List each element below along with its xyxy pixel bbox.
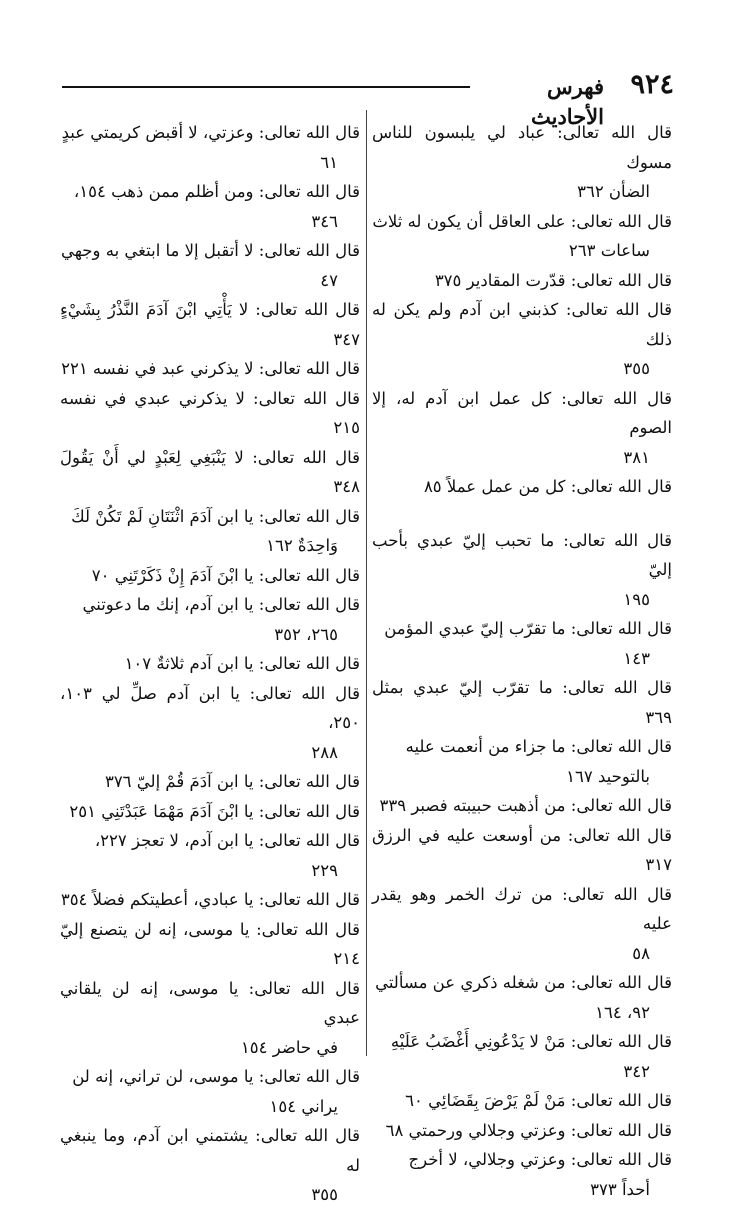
index-entry	[60, 561, 360, 591]
entry-page-refs: ٣٥٥	[623, 359, 650, 378]
index-entry	[372, 472, 672, 502]
entry-text: قال الله تعالى: من أذهبت حبيبته فصبر ٣٣٩	[379, 796, 672, 815]
entry-text: قال الله تعالى: على العاقل أن يكون له ثلاث	[372, 211, 672, 231]
index-entry	[372, 614, 672, 673]
index-entry	[60, 1062, 360, 1121]
entry-text: قال الله تعالى: كذبني ابن آدم ولم يكن له ذلك	[372, 300, 672, 349]
entry-text: قال الله تعالى: يا ابْنَ آدَمَ مَهْمَا عَبَدْتَنِي ٢٥١	[69, 801, 360, 821]
index-entry	[60, 118, 360, 177]
entry-page-refs: في حاضر ١٥٤	[240, 1037, 338, 1057]
index-entry	[372, 968, 672, 1027]
entry-page-refs: ٣٥٥	[311, 1185, 338, 1204]
index-entry	[60, 177, 360, 236]
entry-page-refs: يراني ١٥٤	[269, 1096, 338, 1116]
index-entry	[372, 791, 672, 821]
index-entry	[372, 295, 672, 384]
entry-text: قال الله تعالى: من شغله ذكري عن مسألتي	[375, 973, 672, 992]
index-entry	[372, 821, 672, 880]
index-entry	[372, 1027, 672, 1086]
entry-text: قال الله تعالى: ومن أظلم ممن ذهب ١٥٤،	[73, 182, 360, 201]
entry-text: قال الله تعالى: مَنْ لَمْ يَرْضَ بِقَضَائِي ٦٠	[405, 1091, 672, 1110]
entry-page-refs: ٦١	[320, 152, 338, 172]
index-entry	[60, 679, 360, 768]
index-entry	[60, 885, 360, 915]
entry-text: قال الله تعالى: وعزتي وجلالي، لا أخرج	[408, 1150, 672, 1169]
entry-text: قال الله تعالى: ما تقرّب إليّ عبدي المؤمن	[384, 619, 672, 638]
column-divider	[366, 110, 367, 1056]
entry-text: قال الله تعالى: يا ابن آدم، لا تعجز ٢٢٧،	[94, 831, 360, 850]
entry-text: قال الله تعالى: وعزتي وجلالي ورحمتي ٦٨	[385, 1120, 672, 1140]
index-entry	[60, 502, 360, 561]
entry-page-refs: ٣٨١	[623, 447, 650, 467]
entry-text: قال الله تعالى: ما جزاء من أنعمت عليه	[405, 737, 672, 756]
entry-text: قال الله تعالى: كل عمل ابن آدم له، إلا الصوم	[372, 388, 672, 437]
entry-page-refs: ٢٦٥، ٣٥٢	[274, 624, 338, 644]
index-entry	[372, 1086, 672, 1116]
entry-spacer	[372, 502, 672, 526]
index-entry	[60, 443, 360, 502]
index-entry	[372, 673, 672, 732]
index-entry	[60, 797, 360, 827]
entry-text: قال الله تعالى: من أوسعت عليه في الرزق ٣١٧	[372, 825, 672, 874]
index-entry	[372, 1116, 672, 1146]
entry-text: قال الله تعالى: كل من عمل عملاً ٨٥	[423, 477, 672, 496]
entry-page-refs: الضأن ٣٦٢	[577, 182, 650, 201]
entry-text: قال الله تعالى: يا موسى، إنه لن يتصنع إليّ ٢١٤	[60, 919, 360, 968]
entry-text: قال الله تعالى: قدّرت المقادير ٣٧٥	[434, 270, 672, 290]
index-column-left	[60, 118, 360, 1210]
entry-text: قال الله تعالى: يا ابن آدم صلِّ لي ١٠٣، ٢٥٠،	[60, 683, 360, 732]
entry-text: قال الله تعالى: لا يذكرني عبد في نفسه ٢٢١	[61, 359, 360, 378]
running-title: فهرس الأحاديث	[530, 74, 604, 129]
entry-text: قال الله تعالى: يا ابن آدَمَ اثْنَتَانِ لَمْ تَكُنْ لَكَ	[71, 506, 360, 526]
entry-page-refs: ٩٢، ١٦٤	[595, 1002, 650, 1022]
index-entry	[60, 974, 360, 1063]
index-entry	[372, 526, 672, 615]
entry-page-refs: ٣٤٢	[623, 1061, 650, 1081]
index-column-right	[372, 118, 672, 1204]
index-entry	[60, 295, 360, 354]
entry-text: قال الله تعالى: لا يَنْبَغِي لِعَبْدٍ لي أَنْ يَقُولَ ٣٤٨	[60, 447, 360, 496]
entry-text: قال الله تعالى: لا أتقبل إلا ما ابتغي به وجهي	[60, 241, 360, 260]
entry-page-refs: ٣٤٦	[311, 211, 338, 231]
entry-text: قال الله تعالى: يا عبادي، أعطيتكم فضلاً ٣٥٤	[60, 890, 360, 909]
entry-text: قال الله تعالى: يا موسى، لن تراني، إنه لن	[72, 1067, 360, 1086]
entry-text: قال الله تعالى: لا يذكرني عبدي في نفسه ٢١٥	[60, 388, 360, 437]
entry-text: قال الله تعالى: يا ابن آدم ثلاثةٌ ١٠٧	[124, 654, 360, 673]
entry-page-refs: بالتوحيد ١٦٧	[566, 766, 650, 786]
entry-text: قال الله تعالى: يا ابن آدم، إنك ما دعوتني	[82, 595, 360, 614]
index-entry	[372, 1145, 672, 1204]
index-entry	[60, 915, 360, 974]
index-entry	[60, 767, 360, 797]
entry-text: قال الله تعالى: يشتمني ابن آدم، وما ينبغي له	[60, 1126, 360, 1175]
entry-page-refs: ١٩٥	[623, 589, 650, 609]
entry-text: قال الله تعالى: وعزتي، لا أقبض كريمتي عبدٍ	[61, 123, 360, 142]
index-entry	[372, 732, 672, 791]
entry-text: قال الله تعالى: من ترك الخمر وهو يقدر عليه	[372, 884, 672, 933]
index-entry	[60, 384, 360, 443]
header-rule	[62, 86, 470, 88]
index-entry	[372, 266, 672, 296]
entry-text: قال الله تعالى: ما تحبب إليّ عبدي بأحب إليّ	[372, 530, 672, 579]
entry-text: قال الله تعالى: ما تقرّب إليّ عبدي بمثل ٣٦٩	[372, 678, 672, 727]
entry-text: قال الله تعالى: لا يَأْتِي ابْنَ آدَمَ النَّذْرُ بِشَيْءٍ ٣٤٧	[60, 300, 360, 349]
index-entry	[60, 826, 360, 885]
entry-page-refs: ٤٧	[320, 270, 338, 290]
page-number: ٩٢٤	[630, 69, 674, 100]
index-entry	[60, 649, 360, 679]
index-entry	[372, 880, 672, 969]
entry-page-refs: ٢٨٨	[311, 742, 338, 762]
entry-page-refs: ١٤٣	[623, 648, 650, 668]
entry-text: قال الله تعالى: يا ابْنَ آدَمَ إِنْ ذَكَرْتَنِي ٧٠	[91, 565, 360, 585]
index-entry	[60, 236, 360, 295]
entry-page-refs: ساعات ٢٦٣	[568, 241, 650, 260]
entry-text: قال الله تعالى: يا ابن آدَمَ قُمْ إليّ ٣٧٦	[104, 772, 360, 791]
entry-text: قال الله تعالى: عباد لي يلبسون للناس مسوك	[372, 123, 672, 172]
index-entry	[372, 207, 672, 266]
entry-text: قال الله تعالى: يا موسى، إنه لن يلقاني عبدي	[60, 978, 360, 1027]
index-entry	[60, 354, 360, 384]
index-entry	[372, 118, 672, 207]
entry-page-refs: ٥٨	[632, 943, 650, 963]
entry-page-refs: أحداً ٣٧٣	[590, 1179, 650, 1199]
index-entry	[60, 590, 360, 649]
index-entry	[60, 1121, 360, 1210]
index-entry	[372, 384, 672, 473]
entry-text: قال الله تعالى: مَنْ لا يَدْعُونِي أَغْضَبُ عَلَيْهِ	[390, 1032, 672, 1051]
entry-page-refs: ٢٢٩	[311, 860, 338, 880]
entry-page-refs: وَاحِدَةٌ ١٦٢	[266, 536, 338, 555]
